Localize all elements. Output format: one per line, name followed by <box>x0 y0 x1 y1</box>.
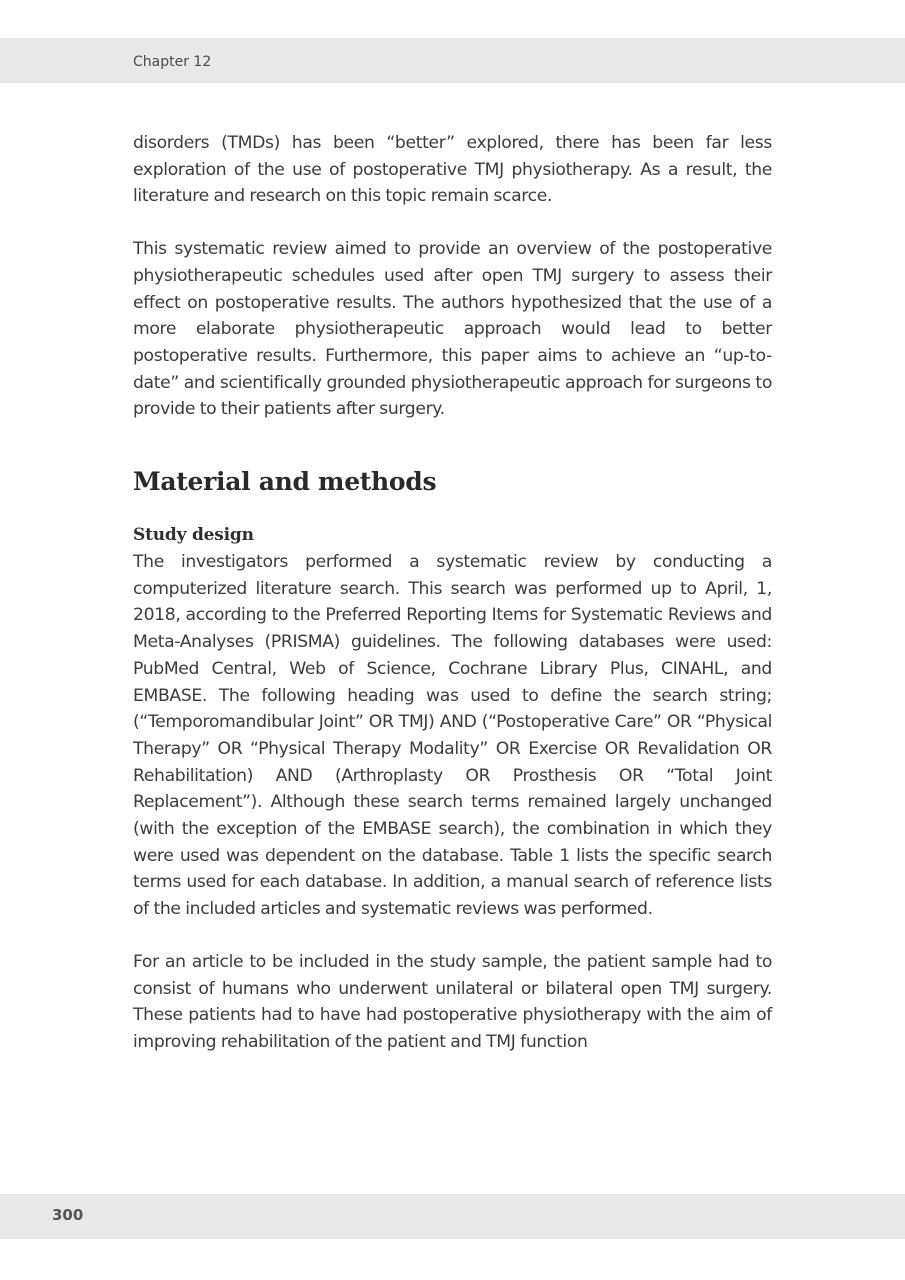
body-paragraph: This systematic review aimed to provide an overview of the postoperative physiotherapeutic schedules used after open TMJ surgery to assess their effect on postoperative results. The authors hypothesized that the use of a more elaborate physiotherapeutic approach would lead to better postoperative results. Furthermore, this paper aims to achieve an “up-to-date” and scientifically grounded physiotherapeutic approach for surgeons to provide to their patients after surgery. <box>133 239 772 420</box>
body-paragraph: disorders (TMDs) has been “better” explored, there has been far less exploration of the use of postoperative TMJ physiotherapy. As a result, the literature and research on this topic remain scarce. <box>133 133 772 207</box>
body-paragraph: For an article to be included in the study sample, the patient sample had to consist of humans who underwent unilateral or bilateral open TMJ surgery. These patients had to have had postoperative physiotherapy with the aim of improving rehabilitation of the patient and TMJ function <box>133 951 772 1052</box>
footer-band <box>0 1194 905 1239</box>
running-header-chapter: Chapter 12 <box>133 54 212 70</box>
page-number: 300 <box>52 1206 84 1224</box>
section-heading: Material and methods <box>133 467 437 497</box>
page-body <box>133 130 772 1056</box>
body-paragraph: The investigators performed a systematic review by conducting a computerized literature search. This search was performed up to April, 1, 2018, according to the Preferred Reporting Items for Systematic Reviews and Meta-Analyses (PRISMA) guidelines. The following databases were used: PubMed Central, Web of Science, Cochrane Library Plus, CINAHL, and EMBASE. The following heading was used to define the search string; (“Temporomandibular Joint” OR TMJ) AND (“Postoperative Care” OR “Physical Therapy” OR “Physical Therapy Modality” OR Exercise OR Revalidation OR Rehabilitation) AND (Arthroplasty OR Prosthesis OR “Total Joint Replacement”). Although these search terms remained largely unchanged (with the exception of the EMBASE search), the combination in which they were used was dependent on the database. Table 1 lists the specific search terms used for each database. In addition, a manual search of reference lists of the included articles and systematic reviews was performed. <box>133 552 772 920</box>
subsection-heading: Study design <box>133 525 254 546</box>
